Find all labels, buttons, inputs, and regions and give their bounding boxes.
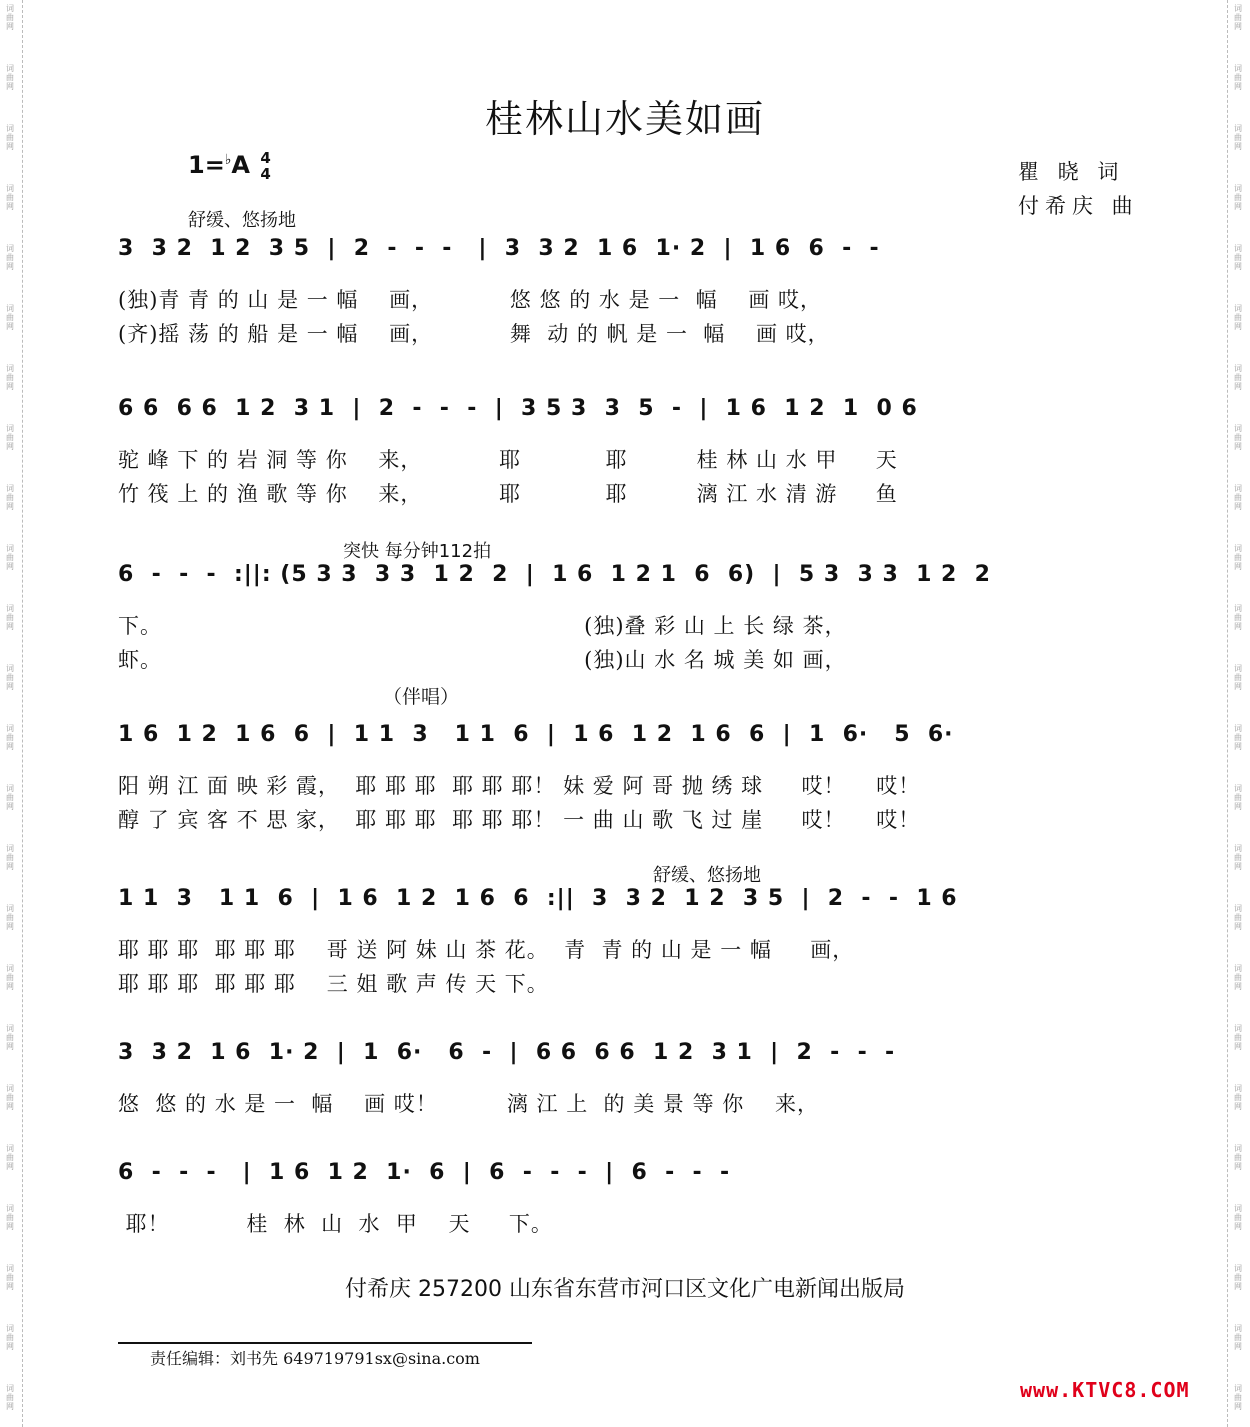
time-denominator: 4 [260, 165, 271, 183]
watermark-mark: 词曲网 [6, 1204, 14, 1231]
lyric-verse-1: 阳 朔 江 面 映 彩 霞， 耶 耶 耶 耶 耶 耶！ 妹 爱 阿 哥 抛 绣 球 哎！ 哎！ [118, 774, 921, 798]
watermark-mark: 词曲网 [1234, 664, 1242, 691]
chorus-label: （伴唱） [383, 686, 460, 708]
watermark-mark: 词曲网 [1234, 484, 1242, 511]
editor-divider [118, 1342, 532, 1344]
watermark-mark: 词曲网 [1234, 724, 1242, 751]
notation-line: 1 1 3 1 1 6 | 1 6 1 2 1 6 6 :|| 3 3 2 1 2 3 5 | 2 - - 1 6 [118, 886, 958, 911]
watermark-mark: 词曲网 [1234, 1144, 1242, 1171]
watermark-mark: 词曲网 [1234, 844, 1242, 871]
watermark-mark: 词曲网 [1234, 4, 1242, 31]
composer-address: 付希庆 257200 山东省东营市河口区文化广电新闻出版局 [345, 1277, 905, 1302]
watermark-mark: 词曲网 [1234, 1264, 1242, 1291]
watermark-mark: 词曲网 [6, 1144, 14, 1171]
watermark-mark: 词曲网 [1234, 784, 1242, 811]
notation-line: 6 - - - | 1 6 1 2 1· 6 | 6 - - - | 6 - - - [118, 1160, 731, 1185]
tempo-marking-2: 突快 每分钟112拍 [343, 541, 492, 562]
watermark-mark: 词曲网 [6, 904, 14, 931]
key-signature [188, 150, 271, 182]
watermark-mark: 词曲网 [1234, 424, 1242, 451]
watermark-mark: 词曲网 [6, 1024, 14, 1051]
watermark-mark: 词曲网 [6, 664, 14, 691]
watermark-mark: 词曲网 [6, 604, 14, 631]
watermark-mark: 词曲网 [6, 844, 14, 871]
watermark-mark: 词曲网 [6, 1324, 14, 1351]
watermark-mark: 词曲网 [6, 484, 14, 511]
composer-credit: 付希庆 曲 [1018, 194, 1139, 218]
lyric-verse-2: 醇 了 宾 客 不 思 家， 耶 耶 耶 耶 耶 耶！ 一 曲 山 歌 飞 过 崖 哎！ 哎！ [118, 808, 921, 832]
watermark-mark: 词曲网 [6, 784, 14, 811]
watermark-mark: 词曲网 [6, 1384, 14, 1411]
watermark-mark: 词曲网 [1234, 544, 1242, 571]
tempo-marking-3: 舒缓、悠扬地 [653, 865, 761, 886]
lyricist-credit: 瞿 晓 词 [1018, 160, 1125, 184]
left-watermark-strip [0, 0, 23, 1427]
notation-line: 3 3 2 1 2 3 5 | 2 - - - | 3 3 2 1 6 1· 2 | 1 6 6 - - [118, 236, 880, 261]
watermark-mark: 词曲网 [6, 964, 14, 991]
watermark-mark: 词曲网 [6, 4, 14, 31]
watermark-mark: 词曲网 [1234, 184, 1242, 211]
lyric-verse-2: 耶 耶 耶 耶 耶 耶 三 姐 歌 声 传 天 下。 [118, 972, 549, 996]
lyric-verse-1: 悠 悠 的 水 是 一 幅 画 哎！ 漓 江 上 的 美 景 等 你 来， [118, 1092, 819, 1116]
time-signature [260, 150, 270, 182]
watermark-mark: 词曲网 [1234, 64, 1242, 91]
watermark-mark: 词曲网 [6, 424, 14, 451]
lyric-verse-1: (独)青 青 的 山 是 一 幅 画， 悠 悠 的 水 是 一 幅 画 哎， [118, 288, 822, 312]
time-numerator: 4 [260, 149, 271, 167]
watermark-mark: 词曲网 [1234, 1084, 1242, 1111]
watermark-mark: 词曲网 [1234, 604, 1242, 631]
watermark-mark: 词曲网 [1234, 124, 1242, 151]
watermark-mark: 词曲网 [1234, 904, 1242, 931]
notation-line: 6 - - - :||: (5 3 3 3 3 1 2 2 | 1 6 1 2 1 6 6) | 5 3 3 3 1 2 2 [118, 562, 991, 587]
watermark-mark: 词曲网 [6, 544, 14, 571]
watermark-mark: 词曲网 [6, 1264, 14, 1291]
watermark-mark: 词曲网 [1234, 1204, 1242, 1231]
watermark-mark: 词曲网 [1234, 364, 1242, 391]
right-watermark-strip [1227, 0, 1250, 1427]
watermark-mark: 词曲网 [6, 64, 14, 91]
key-note: A [231, 151, 250, 179]
lyric-verse-1: 耶 耶 耶 耶 耶 耶 哥 送 阿 妹 山 茶 花。 青 青 的 山 是 一 幅 画， [118, 938, 855, 962]
lyric-verse-1: 驼 峰 下 的 岩 洞 等 你 来， 耶 耶 桂 林 山 水 甲 天 [118, 448, 898, 472]
watermark-mark: 词曲网 [1234, 1324, 1242, 1351]
tempo-marking-1: 舒缓、悠扬地 [188, 210, 296, 231]
notation-line: 3 3 2 1 6 1· 2 | 1 6· 6 - | 6 6 6 6 1 2 3 1 | 2 - - - [118, 1040, 896, 1065]
site-logo[interactable]: www.KTVC8.COM [1020, 1378, 1190, 1402]
lyric-verse-2: 竹 筏 上 的 渔 歌 等 你 来， 耶 耶 漓 江 水 清 游 鱼 [118, 482, 898, 506]
notation-line: 1 6 1 2 1 6 6 | 1 1 3 1 1 6 | 1 6 1 2 1 6 6 | 1 6· 5 6· [118, 722, 954, 747]
watermark-mark: 词曲网 [1234, 304, 1242, 331]
watermark-mark: 词曲网 [1234, 244, 1242, 271]
watermark-mark: 词曲网 [1234, 1024, 1242, 1051]
watermark-mark: 词曲网 [6, 124, 14, 151]
lyric-verse-2: (齐)摇 荡 的 船 是 一 幅 画， 舞 动 的 帆 是 一 幅 画 哎， [118, 322, 830, 346]
key-prefix: 1= [188, 151, 225, 179]
watermark-mark: 词曲网 [6, 1084, 14, 1111]
watermark-mark: 词曲网 [1234, 964, 1242, 991]
lyric-verse-1: 耶！ 桂 林 山 水 甲 天 下。 [118, 1212, 553, 1236]
watermark-mark: 词曲网 [1234, 1384, 1242, 1411]
watermark-mark: 词曲网 [6, 724, 14, 751]
flat-sign: ♭ [224, 152, 232, 168]
page-title: 桂林山水美如画 [484, 97, 765, 141]
watermark-mark: 词曲网 [6, 304, 14, 331]
watermark-mark: 词曲网 [6, 364, 14, 391]
watermark-mark: 词曲网 [6, 184, 14, 211]
lyric-verse-1: 下。 (独)叠 彩 山 上 长 绿 茶， [118, 614, 847, 638]
lyric-verse-2: 虾。 (独)山 水 名 城 美 如 画， [118, 648, 847, 672]
notation-line: 6 6 6 6 1 2 3 1 | 2 - - - | 3 5 3 3 5 - | 1 6 1 2 1 0 6 [118, 396, 918, 421]
editor-credit: 责任编辑：刘书先 649719791sx@sina.com [150, 1349, 480, 1368]
watermark-mark: 词曲网 [6, 244, 14, 271]
